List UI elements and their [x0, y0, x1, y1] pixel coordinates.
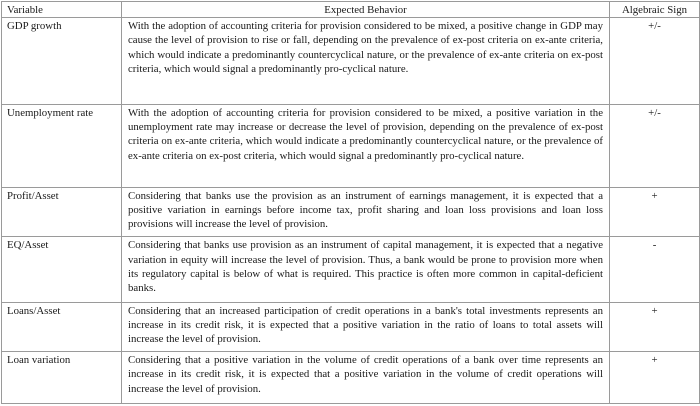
variable-cell: Loan variation [2, 352, 122, 404]
sign-cell: + [610, 302, 700, 352]
behavior-cell: Considering that an increased participation of credit operations in a bank's total investments represents an increase in its credit risk, it is expected that a positive variation in the ratio of loans to total assets will increase the level of provision. [122, 302, 610, 352]
expected-behavior-table [1, 1, 700, 404]
sign-cell: - [610, 237, 700, 302]
header-expected-behavior: Expected Behavior [122, 2, 610, 18]
behavior-cell: With the adoption of accounting criteria for provision considered to be mixed, a positive variation in the unemployment rate may increase or decrease the level of provision, depending on the prevalence of ex-post criteria on ex-ante criteria, which would indicate a predominantly countercyclical nature, or the prevalence of ex-ante criteria on ex-post criteria, which would signal a predominantly pro-cyclical nature. [122, 105, 610, 188]
header-variable: Variable [2, 2, 122, 18]
table-row [2, 352, 700, 404]
variable-cell: GDP growth [2, 18, 122, 105]
variable-cell: EQ/Asset [2, 237, 122, 302]
header-algebraic-sign: Algebraic Sign [610, 2, 700, 18]
table-row [2, 18, 700, 105]
table-row [2, 237, 700, 302]
table-row [2, 105, 700, 188]
sign-cell: +/- [610, 18, 700, 105]
table-row [2, 187, 700, 237]
variable-cell: Profit/Asset [2, 187, 122, 237]
variable-cell: Unemployment rate [2, 105, 122, 188]
table-row [2, 302, 700, 352]
behavior-cell: Considering that banks use the provision as an instrument of earnings management, it is expected that a positive variation in earnings before income tax, profit sharing and loan loss provisions and loan loss provisions will increase the level of provision. [122, 187, 610, 237]
behavior-cell: Considering that banks use provision as an instrument of capital management, it is expected that a negative variation in equity will increase the level of provision. Thus, a bank would be prone to provision more when its regulatory capital is below of what is required. This practice is often more common in capital-deficient banks. [122, 237, 610, 302]
sign-cell: +/- [610, 105, 700, 188]
variable-cell: Loans/Asset [2, 302, 122, 352]
behavior-cell: Considering that a positive variation in the volume of credit operations of a bank over time represents an increase in its credit risk, it is expected that a positive variation in the volume of credit operations will increase the level of provision. [122, 352, 610, 404]
header-row [2, 2, 700, 18]
sign-cell: + [610, 352, 700, 404]
behavior-cell: With the adoption of accounting criteria for provision considered to be mixed, a positive change in GDP may cause the level of provision to rise or fall, depending on the prevalence of ex-post criteria on ex-ante criteria, which would indicate a predominantly countercyclical nature, or the prevalence of ex-ante criteria on ex-post criteria, which would signal a predominantly pro-cyclical nature. [122, 18, 610, 105]
sign-cell: + [610, 187, 700, 237]
